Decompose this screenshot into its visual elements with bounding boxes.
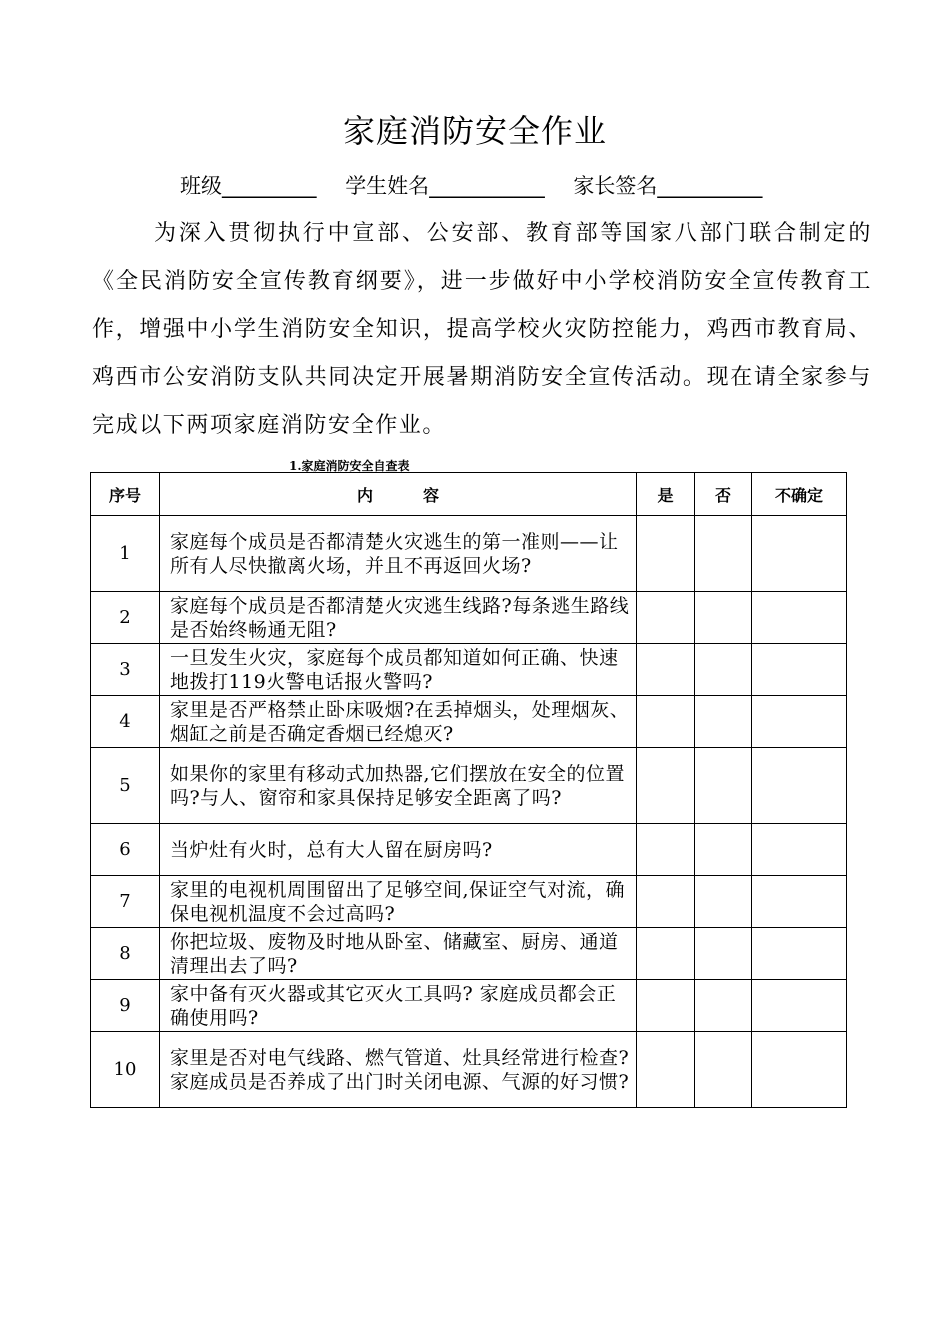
answer-no-cell[interactable] xyxy=(695,980,752,1032)
row-text: 一旦发生火灾，家庭每个成员都知道如何正确、快速地拨打119火警电话报火警吗? xyxy=(160,644,637,696)
student-name-field[interactable] xyxy=(345,174,545,198)
answer-yes-cell[interactable] xyxy=(637,876,695,928)
table-row xyxy=(91,516,847,592)
answer-no-cell[interactable] xyxy=(695,748,752,824)
answer-no-cell[interactable] xyxy=(695,1032,752,1108)
table-row xyxy=(91,928,847,980)
answer-yes-cell[interactable] xyxy=(637,748,695,824)
answer-unsure-cell[interactable] xyxy=(752,928,847,980)
answer-yes-cell[interactable] xyxy=(637,516,695,592)
row-num: 7 xyxy=(91,876,160,928)
row-text: 家庭每个成员是否都清楚火灾逃生的第一准则——让所有人尽快撤离火场，并且不再返回火场? xyxy=(160,516,637,592)
answer-no-cell[interactable] xyxy=(695,876,752,928)
row-text: 如果你的家里有移动式加热器,它们摆放在安全的位置吗?与人、窗帘和家具保持足够安全距离了吗? xyxy=(160,748,637,824)
row-num: 1 xyxy=(91,516,160,592)
row-text: 家中备有灭火器或其它灭火工具吗? 家庭成员都会正确使用吗? xyxy=(160,980,637,1032)
parent-signature-blank: __________ xyxy=(657,174,763,198)
answer-yes-cell[interactable] xyxy=(637,592,695,644)
table-row xyxy=(91,980,847,1032)
answer-unsure-cell[interactable] xyxy=(752,516,847,592)
header-content-left: 内 xyxy=(356,485,373,505)
answer-no-cell[interactable] xyxy=(695,644,752,696)
table-row xyxy=(91,644,847,696)
class-blank: _________ xyxy=(222,174,317,198)
table-header-row xyxy=(91,473,847,516)
student-name-blank: ___________ xyxy=(429,174,545,198)
answer-unsure-cell[interactable] xyxy=(752,1032,847,1108)
row-text: 家里是否对电气线路、燃气管道、灶具经常进行检查? 家庭成员是否养成了出门时关闭电源、气源的好习惯? xyxy=(160,1032,637,1108)
table-row xyxy=(91,824,847,876)
row-text: 你把垃圾、废物及时地从卧室、储藏室、厨房、通道清理出去了吗? xyxy=(160,928,637,980)
row-num: 6 xyxy=(91,824,160,876)
row-text: 家里是否严格禁止卧床吸烟?在丢掉烟头，处理烟灰、烟缸之前是否确定香烟已经熄灭? xyxy=(160,696,637,748)
row-num: 4 xyxy=(91,696,160,748)
answer-no-cell[interactable] xyxy=(695,592,752,644)
row-text: 当炉灶有火时，总有大人留在厨房吗? xyxy=(160,824,637,876)
header-no: 否 xyxy=(695,473,752,516)
answer-unsure-cell[interactable] xyxy=(752,824,847,876)
answer-no-cell[interactable] xyxy=(695,824,752,876)
table-row xyxy=(91,1032,847,1108)
row-text: 家里的电视机周围留出了足够空间,保证空气对流，确保电视机温度不会过高吗? xyxy=(160,876,637,928)
row-num: 9 xyxy=(91,980,160,1032)
answer-unsure-cell[interactable] xyxy=(752,696,847,748)
answer-yes-cell[interactable] xyxy=(637,928,695,980)
table-row xyxy=(91,696,847,748)
answer-yes-cell[interactable] xyxy=(637,644,695,696)
table-caption: 1.家庭消防安全自查表 xyxy=(289,459,410,473)
student-name-label: 学生姓名 xyxy=(345,174,430,198)
row-text: 家庭每个成员是否都清楚火灾逃生线路?每条逃生路线是否始终畅通无阻? xyxy=(160,592,637,644)
row-num: 3 xyxy=(91,644,160,696)
answer-unsure-cell[interactable] xyxy=(752,876,847,928)
row-num: 5 xyxy=(91,748,160,824)
table-row xyxy=(91,876,847,928)
answer-no-cell[interactable] xyxy=(695,516,752,592)
signature-line xyxy=(180,170,784,200)
safety-checklist-table xyxy=(90,472,847,1108)
answer-yes-cell[interactable] xyxy=(637,824,695,876)
header-yes: 是 xyxy=(637,473,695,516)
answer-unsure-cell[interactable] xyxy=(752,592,847,644)
header-num: 序号 xyxy=(91,473,160,516)
answer-unsure-cell[interactable] xyxy=(752,644,847,696)
page-title: 家庭消防安全作业 xyxy=(342,112,607,150)
table-row xyxy=(91,748,847,824)
table-row xyxy=(91,592,847,644)
header-content-right: 容 xyxy=(423,485,440,505)
header-content xyxy=(160,473,637,516)
answer-no-cell[interactable] xyxy=(695,696,752,748)
answer-yes-cell[interactable] xyxy=(637,1032,695,1108)
parent-signature-field[interactable] xyxy=(573,174,762,198)
answer-unsure-cell[interactable] xyxy=(752,980,847,1032)
class-label: 班级 xyxy=(180,174,222,198)
answer-yes-cell[interactable] xyxy=(637,696,695,748)
answer-unsure-cell[interactable] xyxy=(752,748,847,824)
class-field[interactable] xyxy=(180,174,317,198)
intro-paragraph: 为深入贯彻执行中宣部、公安部、教育部等国家八部门联合制定的《全民消防安全宣传教育纲要》，进一步做好中小学校消防安全宣传教育工作，增强中小学生消防安全知识，提高学校火灾防控能力，鸡西市教育局、鸡西市公安消防支队共同决定开展暑期消防安全宣传活动。现在请全家参与完成以下两项家庭消防安全作业。 xyxy=(92,221,872,438)
row-num: 8 xyxy=(91,928,160,980)
answer-no-cell[interactable] xyxy=(695,928,752,980)
header-unsure: 不确定 xyxy=(752,473,847,516)
row-num: 2 xyxy=(91,592,160,644)
row-num: 10 xyxy=(91,1032,160,1108)
parent-signature-label: 家长签名 xyxy=(573,174,658,198)
answer-yes-cell[interactable] xyxy=(637,980,695,1032)
